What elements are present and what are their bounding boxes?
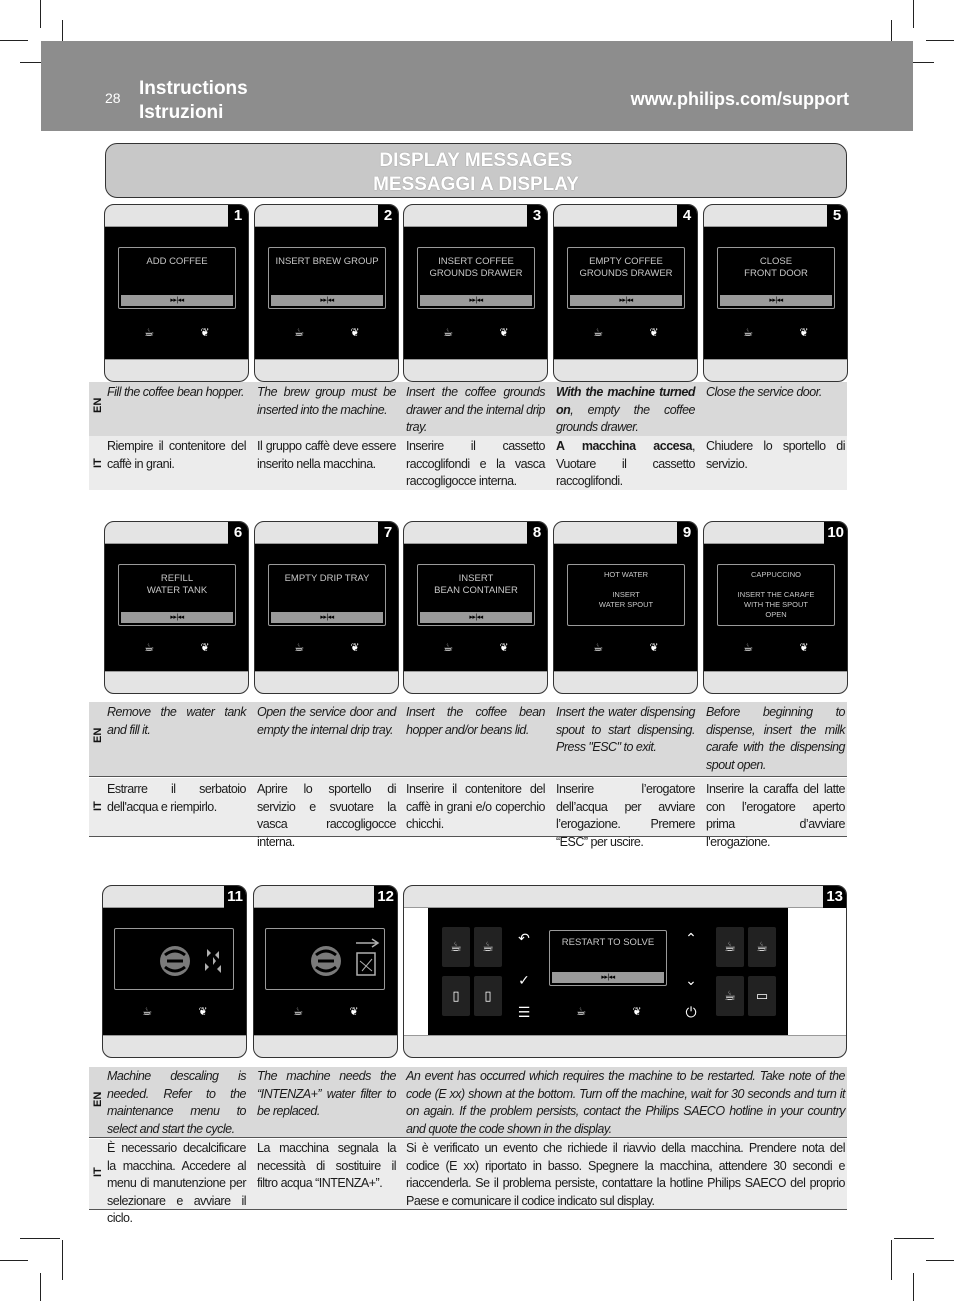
display-screen	[567, 564, 685, 626]
display-panel-1	[104, 204, 249, 382]
display-panel-8	[403, 521, 548, 694]
text-en-1: Fill the coffee bean hopper.	[107, 385, 245, 399]
display-panel-13	[403, 885, 847, 1058]
crop-mark	[0, 40, 28, 41]
display-panel-5	[703, 204, 848, 382]
latte-button[interactable]: ▯	[474, 976, 502, 1016]
text-it-8: Inserire il contenitore del caffè in grani e/o coperchio chicchi.	[406, 782, 545, 831]
crop-mark	[913, 1273, 914, 1301]
display-screen	[118, 564, 236, 626]
support-url[interactable]: www.philips.com/support	[630, 89, 849, 109]
crop-mark	[20, 1238, 60, 1239]
bean-icon: ❦	[799, 327, 809, 339]
panel-number: 12	[374, 886, 397, 908]
bean-icon: ❦	[198, 1006, 208, 1018]
panel-number: 9	[677, 522, 697, 544]
nav-bar: ▸▸|◂◂	[271, 295, 383, 306]
display-message: HOT WATER INSERT WATER SPOUT	[598, 570, 654, 609]
display-screen	[417, 247, 535, 309]
power-icon[interactable]: ⏻	[685, 1004, 697, 1020]
lang-label-it: IT	[92, 1167, 104, 1177]
display-screen	[268, 564, 386, 626]
bean-icon: ❦	[649, 642, 659, 654]
text-it-9: Inserire l’erogatore dell’acqua per avviare l’erogazione. Premere “ESC” per uscire.	[556, 782, 695, 849]
panel-number: 6	[228, 522, 248, 544]
cup-icon: ☕	[443, 642, 453, 654]
lang-label-it: IT	[92, 801, 104, 811]
cup-icon: ☕	[294, 642, 304, 654]
display-message: INSERT BEAN CONTAINER	[434, 573, 518, 596]
cappuccino-button[interactable]: ▯	[442, 976, 470, 1016]
panel-number: 13	[823, 886, 846, 908]
bean-icon: ❦	[632, 1006, 642, 1018]
text-en-4: With the machine turned on, empty the coffee grounds drawer.	[556, 385, 695, 434]
chevron-up-icon[interactable]: ⌃	[685, 930, 697, 946]
lang-label-en: EN	[92, 1091, 104, 1107]
display-screen	[567, 247, 685, 309]
panel-number: 5	[827, 205, 847, 227]
crop-mark	[926, 1260, 954, 1261]
display-message: INSERT BREW GROUP	[275, 256, 379, 267]
crop-mark	[40, 0, 41, 28]
bean-icon: ❦	[499, 642, 509, 654]
text-en-9: Insert the water dispensing spout to start dispensing. Press "ESC" to exit.	[556, 705, 695, 754]
panel-number: 7	[378, 522, 398, 544]
cup-icon: ☕	[593, 642, 603, 654]
crop-mark	[913, 0, 914, 28]
lungo-button[interactable]: ☕	[748, 927, 776, 967]
lang-label-en: EN	[92, 727, 104, 743]
panel-number: 1	[228, 205, 248, 227]
display-panel-3	[403, 204, 548, 382]
text-it-3: Inserire il cassetto raccoglifondi e la vasca raccogligocce interna.	[406, 439, 545, 488]
bean-icon: ❦	[200, 327, 210, 339]
text-it-10: Inserire la caraffa del latte con l’erogatore aperto prima d’avviare l'erogazione.	[706, 782, 845, 849]
crop-mark	[40, 1273, 41, 1301]
bean-icon: ❦	[349, 1006, 359, 1018]
text-it-11: È necessario decalcificare la macchina. Accedere al menu di manutenzione per selezionare e avviare il ciclo.	[107, 1141, 246, 1225]
text-en-8: Insert the coffee bean hopper and/or beans lid.	[406, 705, 545, 737]
display-panel-2	[254, 204, 399, 382]
cup-icon: ☕	[294, 327, 304, 339]
text-it-5: Chiudere lo sportello di servizio.	[706, 439, 845, 471]
display-screen	[114, 928, 234, 990]
text-en-10: Before beginning to dispense, insert the milk carafe with the dispensing spout open.	[706, 705, 845, 772]
bean-icon: ❦	[350, 327, 360, 339]
bean-icon: ❦	[499, 327, 509, 339]
crop-mark	[0, 1260, 28, 1261]
cup-icon: ☕	[576, 1006, 586, 1018]
nav-bar: ▸▸|◂◂	[121, 612, 233, 623]
nav-bar: ▸▸|◂◂	[420, 295, 532, 306]
panel-number: 3	[527, 205, 547, 227]
bean-icon: ❦	[799, 642, 809, 654]
display-screen	[549, 930, 667, 986]
display-panel-9	[553, 521, 698, 694]
crop-mark	[926, 40, 954, 41]
display-panel-11	[102, 885, 247, 1058]
text-en-3: Insert the coffee grounds drawer and the internal drip tray.	[406, 385, 545, 434]
display-message: ADD COFFEE	[146, 256, 208, 267]
hot-milk-button[interactable]: ☕	[716, 976, 744, 1016]
coffee-button[interactable]: ☕	[474, 927, 502, 967]
cup-icon: ☕	[144, 642, 154, 654]
display-panel-12	[253, 885, 398, 1058]
page-header	[41, 41, 913, 131]
display-message: EMPTY COFFEE GROUNDS DRAWER	[579, 256, 673, 279]
display-message: CAPPUCCINO INSERT THE CARAFE WITH THE SPOUT OPEN	[737, 570, 815, 619]
nav-bar: ▸▸|◂◂	[552, 972, 664, 983]
display-screen	[717, 564, 835, 626]
header-title	[139, 77, 248, 125]
text-it-1: Riempire il contenitore del caffè in grani.	[107, 439, 246, 471]
cup-icon: ☕	[443, 327, 453, 339]
text-en-2: The brew group must be inserted into the machine.	[257, 385, 396, 417]
text-en-12: The machine needs the “INTENZA+” water filter to be replaced.	[257, 1069, 396, 1118]
panel-number: 2	[378, 205, 398, 227]
panel-number: 10	[824, 522, 847, 544]
hot-water-button[interactable]: ▭	[748, 976, 776, 1016]
text-it-4: A macchina accesa, Vuotare il cassetto raccoglifondi.	[556, 439, 695, 488]
display-message: EMPTY DRIP TRAY	[284, 573, 370, 584]
text-it-13: Si è verificato un evento che richiede il riavvio della macchina. Prendere nota del codice (E xx) riportato in basso. Spegnere la macchina, attendere 30 secondi e riaccenderla. Se il problema persiste, contattare la hotline Philips SAECO del proprio Paese e comunicare il codice indicato sul display.	[406, 1141, 845, 1208]
americano-button[interactable]: ☕	[716, 927, 744, 967]
cup-icon: ☕	[293, 1006, 303, 1018]
lang-label-it: IT	[92, 458, 104, 468]
nav-bar: ▸▸|◂◂	[271, 612, 383, 623]
water-filter-icon	[266, 929, 386, 991]
display-screen	[717, 247, 835, 309]
espresso-button[interactable]: ☕	[442, 927, 470, 967]
bean-icon: ❦	[649, 327, 659, 339]
display-screen	[417, 564, 535, 626]
crop-mark	[891, 1240, 892, 1280]
text-en-13: An event has occurred which requires the machine to be restarted. Take note of the code (E xx) shown at the bottom. Turn off the machine, wait for 30 seconds and turn it on again. If the problem persists, contact the Philips SAECO hotline in your country and quote the code shown in the display.	[406, 1069, 845, 1136]
title-en: Instructions	[139, 78, 248, 99]
banner-title-it: MESSAGGI A DISPLAY	[373, 174, 579, 195]
display-message: CLOSE FRONT DOOR	[744, 256, 808, 279]
banner-title-en: DISPLAY MESSAGES	[379, 150, 573, 171]
panel-number: 11	[224, 886, 246, 908]
crop-mark	[62, 1240, 63, 1280]
panel-frame-left	[404, 908, 428, 1035]
nav-bar: ▸▸|◂◂	[720, 295, 832, 306]
bean-icon: ❦	[200, 642, 210, 654]
row-divider	[89, 776, 847, 777]
text-it-6: Estrarre il serbatoio dell'acqua e riempirlo.	[107, 782, 246, 814]
display-message: RESTART TO SOLVE	[561, 937, 655, 948]
display-message: REFILL WATER TANK	[146, 573, 208, 596]
display-screen	[265, 928, 385, 990]
panel-number: 8	[527, 522, 547, 544]
text-it-12: La macchina segnala la necessità di sostituire il filtro acqua “INTENZA+”.	[257, 1141, 396, 1190]
display-message: INSERT COFFEE GROUNDS DRAWER	[429, 256, 523, 279]
cup-icon: ☕	[142, 1006, 152, 1018]
text-en-11: Machine descaling is needed. Refer to the maintenance menu to select and start the cycle.	[107, 1069, 246, 1136]
bean-icon: ❦	[350, 642, 360, 654]
page-number: 28	[105, 90, 121, 106]
display-panel-4	[553, 204, 698, 382]
display-screen	[118, 247, 236, 309]
cup-icon: ☕	[144, 327, 154, 339]
text-en-5: Close the service door.	[706, 385, 822, 399]
descaling-icon	[115, 929, 235, 991]
lang-label-en: EN	[92, 397, 104, 413]
display-panel-10	[703, 521, 848, 694]
chevron-down-icon[interactable]: ⌄	[685, 972, 697, 988]
text-it-7: Aprire lo sportello di servizio e svuotare la vasca raccogligocce interna.	[257, 782, 396, 849]
display-panel-6	[104, 521, 249, 694]
nav-bar: ▸▸|◂◂	[570, 295, 682, 306]
menu-icon[interactable]: ☰	[517, 1004, 531, 1020]
section-banner	[105, 143, 847, 198]
text-en-7: Open the service door and empty the internal drip tray.	[257, 705, 396, 737]
cup-icon: ☕	[593, 327, 603, 339]
text-it-2: Il gruppo caffè deve essere inserito nella macchina.	[257, 439, 396, 471]
crop-mark	[894, 1238, 934, 1239]
check-icon[interactable]: ✓	[518, 972, 530, 988]
nav-bar: ▸▸|◂◂	[420, 612, 532, 623]
cup-icon: ☕	[743, 327, 753, 339]
panel-frame-right	[788, 908, 846, 1035]
text-en-6: Remove the water tank and fill it.	[107, 705, 246, 737]
nav-bar: ▸▸|◂◂	[121, 295, 233, 306]
panel-number: 4	[677, 205, 697, 227]
display-panel-7	[254, 521, 399, 694]
display-screen	[268, 247, 386, 309]
cup-icon: ☕	[743, 642, 753, 654]
title-it: Istruzioni	[139, 102, 224, 123]
back-icon[interactable]: ↶	[518, 930, 530, 946]
